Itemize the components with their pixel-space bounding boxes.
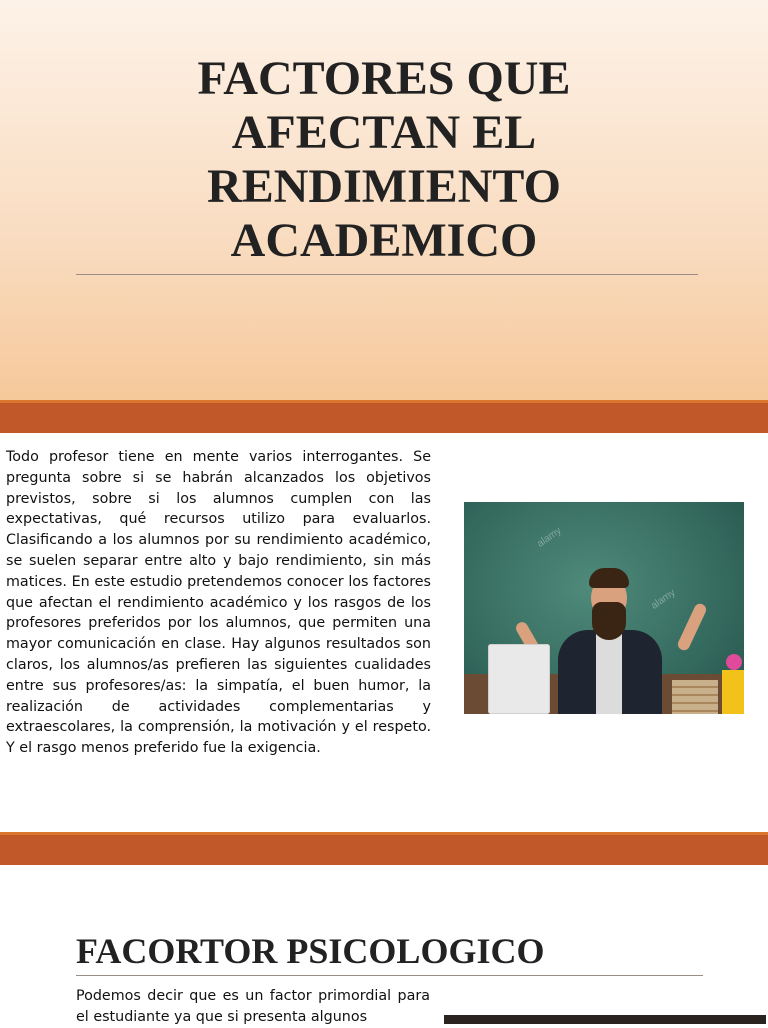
- slide-separator-band: [0, 400, 768, 433]
- photo-watermark: alamy: [535, 525, 564, 550]
- laptop: [488, 644, 550, 714]
- section-divider: [76, 975, 703, 976]
- teacher-right-arm: [676, 602, 708, 652]
- teacher-beard: [592, 602, 626, 640]
- teacher-photo: [464, 502, 744, 714]
- pencil-cup: [722, 670, 744, 714]
- flower: [726, 654, 742, 670]
- section-paragraph: Podemos decir que es un factor primordial para el estudiante ya que si presenta algunos: [76, 988, 430, 1025]
- photo-watermark: alamy: [649, 587, 678, 612]
- teacher-hair: [589, 568, 629, 588]
- teacher-shirt: [596, 634, 622, 714]
- intro-paragraph: Todo profesor tiene en mente varios interrogantes. Se pregunta sobre si se habrán alcanzados los objetivos previstos, sobre si los alumnos cumplen con las expectativas, qué recursos utilizo para evaluarlos. Clasificando a los alumnos por su rendimiento académico, se suelen separar entre alto y bajo rendimiento, sin más matices. En este estudio pretendemos conocer los factores que afectan el rendimiento académico y los rasgos de los profesores preferidos por los alumnos, que permiten una mayor comunicación en clase. Hay algunos resultados son claros, los alumnos/as prefieren las siguientes cualidades entre sus profesores/as: la simpatía, el buen humor, la realización de actividades complementarias y extraescolares, la comprensión, la motivación y el respeto. Y el rasgo menos preferido fue la exigencia.: [6, 449, 431, 757]
- title-slide: [0, 0, 768, 402]
- book-stack: [672, 680, 718, 714]
- section-photo: [444, 1015, 766, 1024]
- slide-separator-band: [0, 832, 768, 865]
- section-heading: FACORTOR PSICOLOGICO: [76, 931, 545, 971]
- title-divider: [76, 274, 698, 275]
- slide-title: FACTORES QUE AFECTAN EL RENDIMIENTO ACADEMICO: [197, 52, 571, 267]
